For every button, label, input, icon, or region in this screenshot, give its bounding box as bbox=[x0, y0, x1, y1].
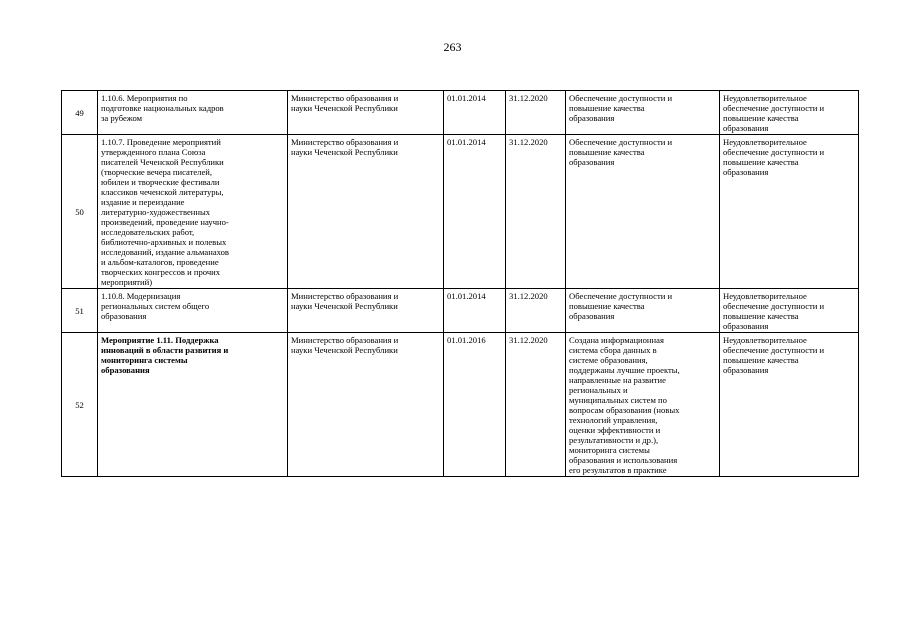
start-date-cell: 01.01.2014 bbox=[444, 135, 506, 289]
activity-line: 1.10.7. Проведение мероприятий bbox=[101, 137, 221, 147]
expected-result-line: образования bbox=[569, 311, 615, 321]
consequence-line: обеспечение доступности и bbox=[723, 147, 825, 157]
page-number: 263 bbox=[443, 40, 462, 54]
row-number: 49 bbox=[62, 91, 98, 135]
executor-cell bbox=[288, 289, 444, 333]
table-row bbox=[62, 333, 859, 477]
table-row bbox=[62, 135, 859, 289]
activity-line: 1.10.8. Модернизация bbox=[101, 291, 181, 301]
activity-cell bbox=[98, 135, 288, 289]
consequence-line: образования bbox=[723, 167, 769, 177]
consequence-line: повышение качества bbox=[723, 113, 799, 123]
consequence-line: Неудовлетворительное bbox=[723, 291, 807, 301]
activity-line: творческих конгрессов и прочих bbox=[101, 267, 221, 277]
activity-line: инноваций в области развития и bbox=[101, 345, 229, 355]
executor-cell bbox=[288, 91, 444, 135]
expected-result-line: повышение качества bbox=[569, 103, 645, 113]
consequence-line: Неудовлетворительное bbox=[723, 335, 807, 345]
start-date-cell: 01.01.2016 bbox=[444, 333, 506, 477]
activity-line: исследовательских работ, bbox=[101, 227, 195, 237]
executor-line: науки Чеченской Республики bbox=[291, 301, 398, 311]
expected-result-line: системе образования, bbox=[569, 355, 648, 365]
expected-result-line: Обеспечение доступности и bbox=[569, 137, 673, 147]
executor-line: науки Чеченской Республики bbox=[291, 345, 398, 355]
expected-result-line: образования bbox=[569, 113, 615, 123]
consequence-line: обеспечение доступности и bbox=[723, 301, 825, 311]
activity-line: (творческие вечера писателей, bbox=[101, 167, 213, 177]
consequence-line: обеспечение доступности и bbox=[723, 103, 825, 113]
consequence-line: повышение качества bbox=[723, 311, 799, 321]
expected-result-line: Обеспечение доступности и bbox=[569, 291, 673, 301]
start-date-cell: 01.01.2014 bbox=[444, 91, 506, 135]
expected-result-line: мониторинга системы bbox=[569, 445, 650, 455]
expected-result-line: система сбора данных в bbox=[569, 345, 657, 355]
executor-cell bbox=[288, 135, 444, 289]
expected-result-line: вопросам образования (новых bbox=[569, 405, 680, 415]
activity-line: юбилеи и творческие фестивали bbox=[101, 177, 220, 187]
activity-line: региональных систем общего bbox=[101, 301, 210, 311]
expected-result-cell bbox=[566, 333, 720, 477]
consequence-line: Неудовлетворительное bbox=[723, 93, 807, 103]
program-activities-table bbox=[61, 90, 859, 477]
consequence-line: образования bbox=[723, 365, 769, 375]
consequence-cell bbox=[720, 289, 859, 333]
expected-result-line: повышение качества bbox=[569, 301, 645, 311]
activity-line: образования bbox=[101, 311, 147, 321]
executor-line: Министерство образования и bbox=[291, 291, 399, 301]
activity-cell bbox=[98, 289, 288, 333]
activity-line: мониторинга системы bbox=[101, 355, 188, 365]
consequence-line: обеспечение доступности и bbox=[723, 345, 825, 355]
expected-result-cell bbox=[566, 289, 720, 333]
expected-result-cell bbox=[566, 91, 720, 135]
activity-line: произведений, проведение научно- bbox=[101, 217, 229, 227]
expected-result-line: муниципальных систем по bbox=[569, 395, 667, 405]
end-date-cell: 31.12.2020 bbox=[506, 135, 566, 289]
consequence-line: образования bbox=[723, 321, 769, 331]
consequence-line: Неудовлетворительное bbox=[723, 137, 807, 147]
expected-result-line: образования bbox=[569, 157, 615, 167]
activity-line: утвержденного плана Союза bbox=[101, 147, 206, 157]
activity-line: исследований, издание альманахов bbox=[101, 247, 229, 257]
expected-result-cell bbox=[566, 135, 720, 289]
expected-result-line: оценки эффективности и bbox=[569, 425, 661, 435]
end-date-cell: 31.12.2020 bbox=[506, 91, 566, 135]
expected-result-line: технологий управления, bbox=[569, 415, 658, 425]
expected-result-line: результативности и др.), bbox=[569, 435, 659, 445]
activity-line: литературно-художественных bbox=[101, 207, 211, 217]
activity-line: 1.10.6. Мероприятия по bbox=[101, 93, 188, 103]
activity-line: подготовке национальных кадров bbox=[101, 103, 224, 113]
expected-result-line: его результатов в практике bbox=[569, 465, 667, 475]
activity-line: образования bbox=[101, 365, 150, 375]
consequence-cell bbox=[720, 91, 859, 135]
start-date-cell: 01.01.2014 bbox=[444, 289, 506, 333]
row-number: 50 bbox=[62, 135, 98, 289]
row-number: 51 bbox=[62, 289, 98, 333]
end-date-cell: 31.12.2020 bbox=[506, 289, 566, 333]
consequence-cell bbox=[720, 135, 859, 289]
activity-line: писателей Чеченской Республики bbox=[101, 157, 224, 167]
activity-line: мероприятий) bbox=[101, 277, 153, 287]
activity-cell bbox=[98, 333, 288, 477]
executor-line: Министерство образования и bbox=[291, 335, 399, 345]
activity-line: и альбом-каталогов, проведение bbox=[101, 257, 219, 267]
row-number: 52 bbox=[62, 333, 98, 477]
activity-line: за рубежом bbox=[101, 113, 143, 123]
expected-result-line: повышение качества bbox=[569, 147, 645, 157]
executor-line: науки Чеченской Республики bbox=[291, 147, 398, 157]
executor-line: Министерство образования и bbox=[291, 93, 399, 103]
consequence-line: повышение качества bbox=[723, 355, 799, 365]
expected-result-line: направленные на развитие bbox=[569, 375, 666, 385]
consequence-cell bbox=[720, 333, 859, 477]
activity-line: издание и переиздание bbox=[101, 197, 185, 207]
executor-line: Министерство образования и bbox=[291, 137, 399, 147]
activity-line: классиков чеченской литературы, bbox=[101, 187, 224, 197]
end-date-cell: 31.12.2020 bbox=[506, 333, 566, 477]
expected-result-line: региональных и bbox=[569, 385, 628, 395]
activity-line: Мероприятие 1.11. Поддержка bbox=[101, 335, 219, 345]
executor-cell bbox=[288, 333, 444, 477]
expected-result-line: Создана информационная bbox=[569, 335, 664, 345]
consequence-line: образования bbox=[723, 123, 769, 133]
table-row bbox=[62, 91, 859, 135]
expected-result-line: Обеспечение доступности и bbox=[569, 93, 673, 103]
consequence-line: повышение качества bbox=[723, 157, 799, 167]
activity-line: библиотечно-архивных и полевых bbox=[101, 237, 227, 247]
executor-line: науки Чеченской Республики bbox=[291, 103, 398, 113]
expected-result-line: поддержаны лучшие проекты, bbox=[569, 365, 680, 375]
expected-result-line: образования и использования bbox=[569, 455, 678, 465]
activity-cell bbox=[98, 91, 288, 135]
table-row bbox=[62, 289, 859, 333]
